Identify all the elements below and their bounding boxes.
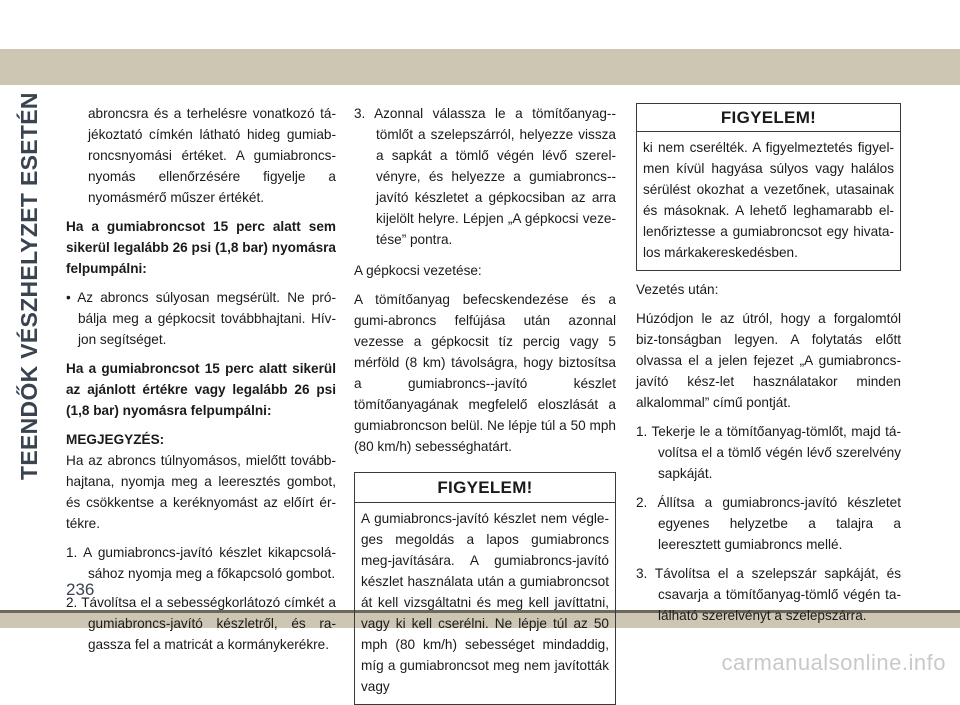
section-title-vertical: TEENDŐK VÉSZHELYZET ESETÉN <box>16 92 42 480</box>
step-2: 2. Távolítsa el a sebességkorlátozó címkét a gumiabroncs-javító készletről, és ra-gassza fel a matricát a kormánykerékre. <box>66 595 336 652</box>
note-title: MEGJEGYZÉS: <box>66 432 165 447</box>
driving-title: A gépkocsi vezetése: <box>354 263 482 278</box>
warning-box-continued <box>636 103 901 271</box>
step-3: 3. Azonnal válassza le a tömítőanyag--tömlőt a szelepszárról, helyezze vissza a sapkát a tömlő végén lévő szerel-vényre, és helyezze a gumiabroncs--javító készletet a gépkocsiban az arra kijelölt helyre. Lépjen „A gépkocsi veze-tése” pontra. <box>354 106 616 247</box>
bullet-severe-damage: • Az abroncs súlyosan megsérült. Ne pró-bálja meg a gépkocsit továbbhajtani. Hív-jon segítséget. <box>66 290 336 347</box>
warning-text: A gumiabroncs-javító készlet nem végle-ges megoldás a lapos gumiabroncs meg-javítására. A gumiabroncs-javító készlet használata után a gumiabroncsot át kell vizsgáltatni és meg kell javíttatni, vagy ki kell cserélni. Ne lépje túl az 50 mph (80 km/h) sebességet mindaddig, míg a gumiabroncsot meg nem javították vagy <box>361 511 609 694</box>
column-3 <box>636 103 901 626</box>
watermark: carmanualsonline.info <box>721 650 946 675</box>
warning-text: ki nem cserélték. A figyelmeztetés figyel-men kívül hagyása súlyos vagy halálos sérülést okozhat a vezetőnek, utasainak és másoknak. A lehető leghamarabb el-lenőriztesse a gumiabroncsot egy hivata-los márkakereskedésben. <box>643 140 894 260</box>
note-text: Ha az abroncs túlnyomásos, mielőtt tovább-hajtana, nyomja meg a leeresztés gombot, és csökkentse a keréknyomást az előírt ér-tékre. <box>66 453 336 531</box>
column-1 <box>66 103 336 655</box>
warning-title: FIGYELEM! <box>637 104 900 132</box>
column-2 <box>354 103 616 705</box>
paragraph-continued: abroncsra és a terhelésre vonatkozó tá-jékoztató címkén látható hideg gumiab-roncsnyomási értéket. A gumiabroncs-nyomás ellenőrzésére figyelje a nyomásmérő műszer értékét. <box>88 106 336 205</box>
warning-box <box>354 472 616 705</box>
driving-text: A tömítőanyag befecskendezése és a gumi-abroncs felfújása után azonnal vezesse a gépkocsit tíz percig vagy 5 mérföld (8 km) távolságra, hogy biztosítsa a gumiabroncs--javító készlet tömítőanyagának megfelelő eloszlását a gumiabroncson belül. Ne lépje túl a 50 mph (80 km/h) sebességhatárt. <box>354 292 616 454</box>
page-number: 236 <box>66 580 95 599</box>
step-1: 1. A gumiabroncs-javító készlet kikapcsolá-sához nyomja meg a főkapcsoló gombot. <box>66 545 336 581</box>
subheading-under-pressure: Ha a gumiabroncsot 15 perc alatt sem sikerül legalább 26 psi (1,8 bar) nyomásra felpumpálni: <box>66 219 336 276</box>
step-1: 1. Tekerje le a tömítőanyag-tömlőt, majd tá-volítsa el a tömlő végén lévő szerelvény sapkáját. <box>636 424 901 481</box>
header-divider <box>0 85 960 87</box>
warning-title: FIGYELEM! <box>355 473 615 503</box>
subheading-pressure-ok: Ha a gumiabroncsot 15 perc alatt sikerül az ajánlott értékre vagy legalább 26 psi (1,8 bar) nyomásra felpumpálni: <box>66 361 336 418</box>
step-2: 2. Állítsa a gumiabroncs-javító készletet egyenes helyzetbe a talajra a leeresztett gumiabroncs mellé. <box>636 495 901 552</box>
after-driving-title: Vezetés után: <box>636 282 719 297</box>
step-3: 3. Távolítsa el a szelepszár sapkáját, és csavarja a tömítőanyag-tömlő végén ta-lálható szerelvényt a szelepszárra. <box>636 566 901 623</box>
header-band <box>0 49 960 85</box>
after-driving-text: Húzódjon le az útról, hogy a forgalomtól biz-tonságban legyen. A folytatás előtt olvassa el a jelen fejezet „A gumiabroncs-javító kész-let használatakor minden alkalommal” című pontját. <box>636 311 901 410</box>
